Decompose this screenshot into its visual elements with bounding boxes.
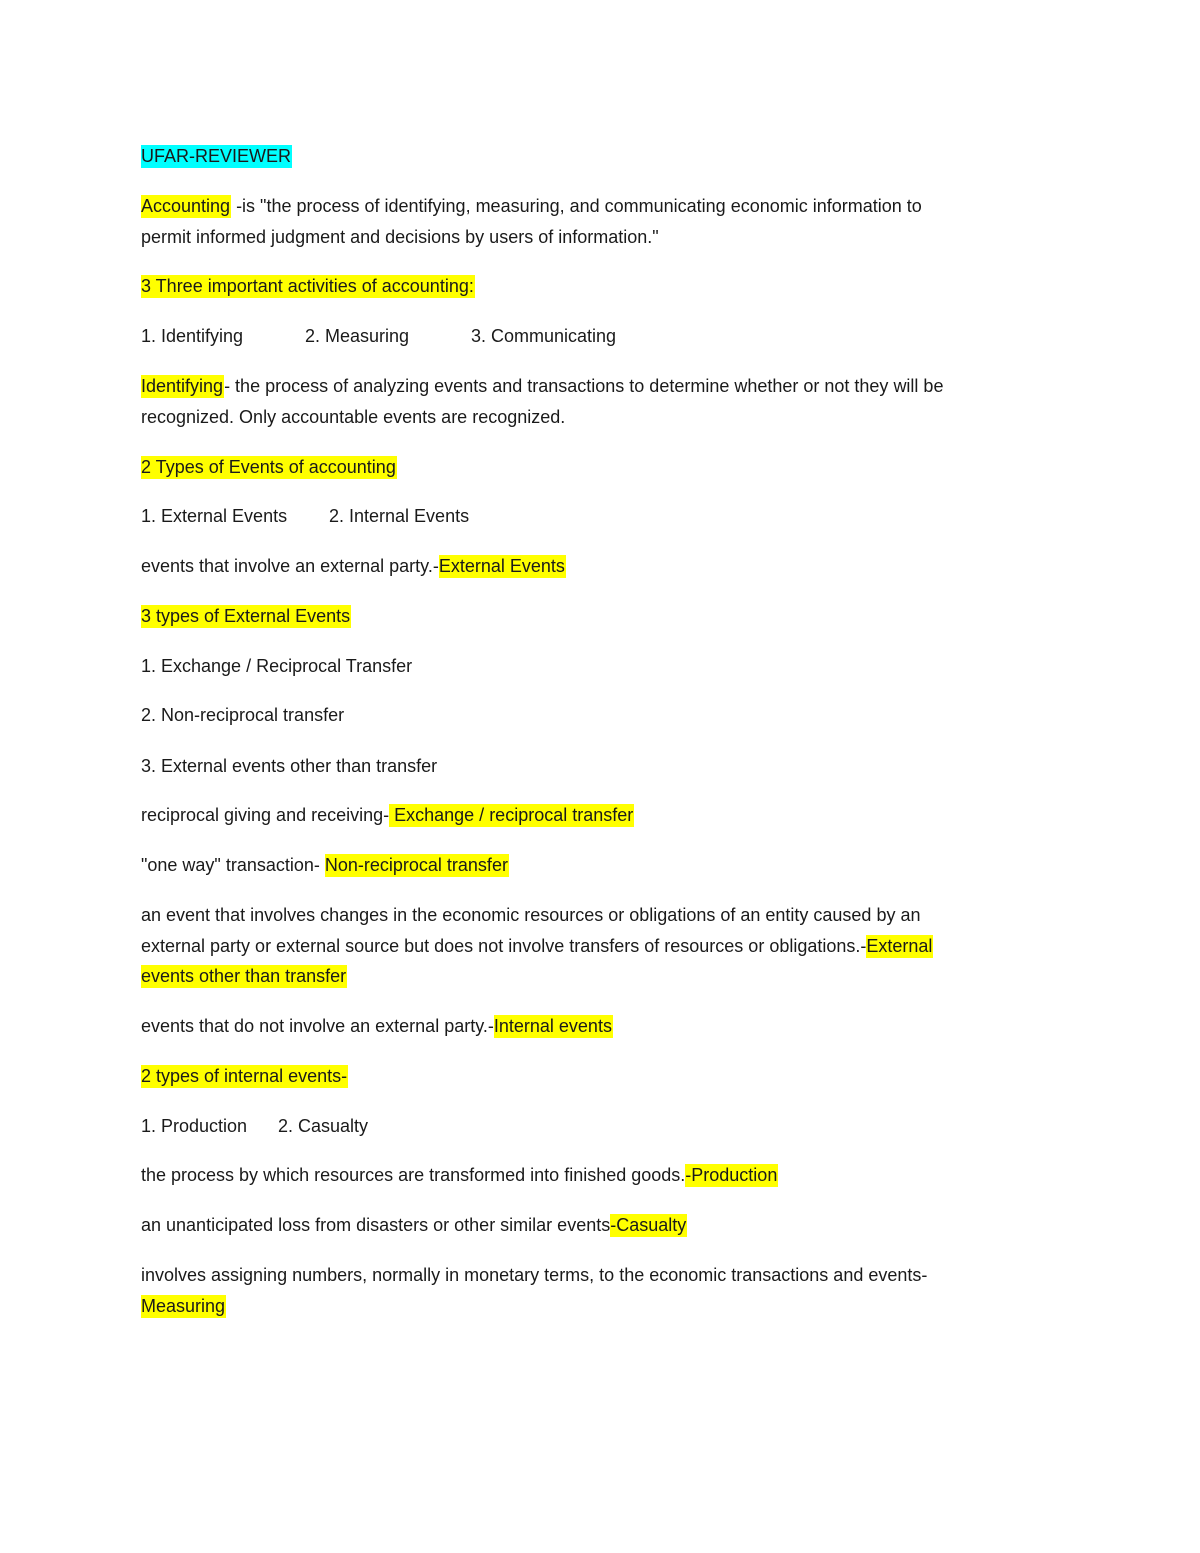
production-def-line xyxy=(141,1164,778,1186)
ext-type-text-2: 2. Non-reciprocal transfer xyxy=(141,705,345,725)
accounting-def-line-2 xyxy=(141,226,659,248)
other-term-part-1: External xyxy=(866,936,933,956)
identifying-def-text-2: recognized. Only accountable events are recognized. xyxy=(141,407,566,427)
accounting-def-line-1 xyxy=(141,195,922,217)
nonrecip-def-line xyxy=(141,854,509,876)
ext-types-heading: 3 types of External Events xyxy=(141,606,351,626)
doc-title-line xyxy=(141,145,292,167)
external-def-text: events that involve an external party.- xyxy=(141,556,439,576)
identifying-def-line-1 xyxy=(141,375,943,397)
exchange-def-text: reciprocal giving and receiving- xyxy=(141,805,390,825)
identifying-def-text-1: - the process of analyzing events and transactions to determine whether or not they will be xyxy=(224,376,944,396)
internal-def-line xyxy=(141,1015,613,1037)
activities-heading-line xyxy=(141,275,475,297)
measuring-term: Measuring xyxy=(141,1296,226,1316)
other-def-text-2: external party or external source but does not involve transfers of resources or obligations.- xyxy=(141,936,867,956)
casualty-term: -Casualty xyxy=(610,1215,687,1235)
event-type-item-2: 2. Internal Events xyxy=(329,506,470,526)
identifying-def-line-2 xyxy=(141,406,565,428)
identifying-term: Identifying xyxy=(141,376,224,396)
ext-type-text-1: 1. Exchange / Reciprocal Transfer xyxy=(141,656,413,676)
accounting-def-text-1: -is "the process of identifying, measuring, and communicating economic information to xyxy=(231,196,922,216)
ext-type-text-3: 3. External events other than transfer xyxy=(141,756,438,776)
ext-type-item-3 xyxy=(141,755,437,777)
activities-list xyxy=(141,325,616,347)
activity-item-3: 3. Communicating xyxy=(471,326,617,346)
other-def-line-3 xyxy=(141,965,347,987)
event-type-item-1: 1. External Events xyxy=(141,506,288,526)
ext-type-item-2 xyxy=(141,704,344,726)
internal-def-text: events that do not involve an external party.- xyxy=(141,1016,494,1036)
activity-item-2: 2. Measuring xyxy=(305,326,410,346)
accounting-def-text-2: permit informed judgment and decisions by users of information." xyxy=(141,227,659,247)
external-term: External Events xyxy=(438,556,565,576)
measuring-def-line-2 xyxy=(141,1295,226,1317)
external-def-line xyxy=(141,555,566,577)
internal-term: Internal events xyxy=(493,1016,612,1036)
event-types-list xyxy=(141,505,469,527)
measuring-def-line-1 xyxy=(141,1264,927,1286)
activities-heading: 3 Three important activities of accounting: xyxy=(141,276,474,296)
casualty-def-text: an unanticipated loss from disasters or other similar events xyxy=(141,1215,611,1235)
production-term: -Production xyxy=(685,1165,778,1185)
casualty-def-line xyxy=(141,1214,687,1236)
ext-type-item-1 xyxy=(141,655,412,677)
ext-types-heading-line xyxy=(141,605,351,627)
production-def-text: the process by which resources are transformed into finished goods. xyxy=(141,1165,686,1185)
doc-title: UFAR-REVIEWER xyxy=(141,146,292,166)
other-def-text-1: an event that involves changes in the economic resources or obligations of an entity caused by an xyxy=(141,905,921,925)
accounting-term: Accounting xyxy=(141,196,231,216)
int-type-item-1: 1. Production xyxy=(141,1116,248,1136)
int-types-heading-line xyxy=(141,1065,348,1087)
activity-item-1: 1. Identifying xyxy=(141,326,244,346)
other-def-line-1 xyxy=(141,904,920,926)
nonrecip-term: Non-reciprocal transfer xyxy=(324,855,508,875)
exchange-term: Exchange / reciprocal transfer xyxy=(389,805,634,825)
event-types-heading-line xyxy=(141,456,397,478)
event-types-heading: 2 Types of Events of accounting xyxy=(141,457,396,477)
measuring-def-text: involves assigning numbers, normally in monetary terms, to the economic transactions and events- xyxy=(141,1265,928,1285)
int-type-item-2: 2. Casualty xyxy=(278,1116,369,1136)
exchange-def-line xyxy=(141,804,634,826)
other-def-line-2 xyxy=(141,935,933,957)
other-term-part-2: events other than transfer xyxy=(141,966,347,986)
nonrecip-def-text: "one way" transaction- xyxy=(141,855,325,875)
int-types-heading: 2 types of internal events- xyxy=(141,1066,348,1086)
int-types-list xyxy=(141,1115,368,1137)
